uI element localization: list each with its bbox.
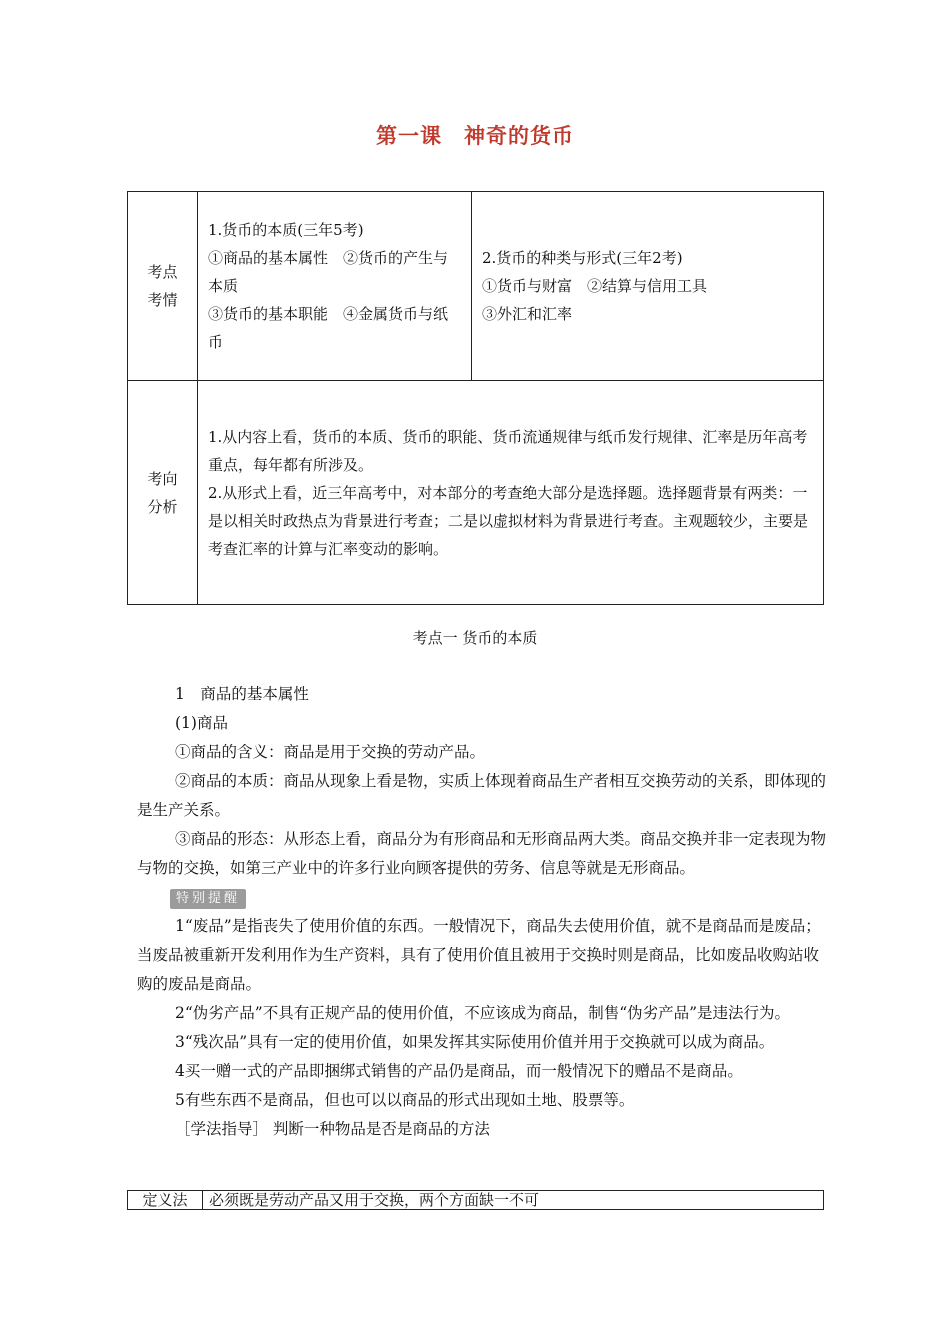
analysis-point-1: 1.从内容上看，货币的本质、货币的职能、货币流通规律与纸币发行规律、汇率是历年高考重点，每年都有所涉及。 (208, 427, 808, 474)
exam-point-2-item: ①货币与财富 ②结算与信用工具 (482, 277, 708, 295)
method-table (127, 1190, 824, 1210)
analysis-point-2: 2.从形式上看，近三年高考中，对本部分的考查绝大部分是选择题。选择题背景有两类：一是以相关时政热点为背景进行考查；二是以虚拟材料为背景进行考查。主观题较少，主要是考查汇率的计算与汇率变动的影响。 (208, 483, 809, 558)
subheading: (1)商品 (175, 714, 228, 732)
note-text: 4买一赠一式的产品即捆绑式销售的产品仍是商品，而一般情况下的赠品不是商品。 (175, 1062, 743, 1080)
method-text: 必须既是劳动产品又用于交换，两个方面缺一不可 (203, 1191, 824, 1210)
study-guide-heading: ［学法指导］ 判断一种物品是否是商品的方法 (175, 1120, 490, 1138)
paragraph-essence: ②商品的本质：商品从现象上看是物，实质上体现着商品生产者相互交换劳动的关系，即体现的是生产关系。 (137, 772, 827, 819)
exam-point-2-item: ③外汇和汇率 (482, 305, 573, 323)
lesson-title: 第一课 神奇的货币 (376, 124, 574, 148)
row-label-text: 考点 考情 (147, 263, 178, 309)
note-text: 1“废品”是指丧失了使用价值的东西。一般情况下，商品失去使用价值，就不是商品而是废品；当废品被重新开发利用作为生产资料，具有了使用价值且被用于交换时则是商品，比如废品收购站收购的废品是商品。 (137, 917, 821, 993)
exam-point-1-heading: 1.货币的本质(三年5考) (208, 221, 364, 239)
note-text: 5有些东西不是商品，但也可以以商品的形式出现如土地、股票等。 (175, 1091, 635, 1109)
note-text: 3“残次品”具有一定的使用价值，如果发挥其实际使用价值并用于交换就可以成为商品。 (175, 1033, 775, 1051)
row-label-analysis (128, 381, 198, 605)
note-text: 2“伪劣产品”不具有正规产品的使用价值，不应该成为商品，制售“伪劣产品”是违法行为。 (175, 1004, 791, 1022)
note-item (137, 1057, 827, 1086)
paragraph-definition: ①商品的含义：商品是用于交换的劳动产品。 (175, 743, 486, 761)
exam-point-1-item: ①商品的基本属性 ②货币的产生与本质 (208, 249, 449, 295)
note-item (137, 999, 827, 1028)
row-label-exam-info (128, 192, 198, 381)
lesson-body (137, 680, 827, 1144)
note-item (137, 912, 827, 999)
analysis-cell (198, 381, 824, 605)
section-heading: 1 商品的基本属性 (175, 685, 309, 703)
exam-overview-table (127, 191, 824, 605)
method-label: 定义法 (128, 1191, 203, 1210)
paragraph-form: ③商品的形态：从形态上看，商品分为有形商品和无形商品两大类。商品交换并非一定表现为物与物的交换，如第三产业中的许多行业向顾客提供的劳务、信息等就是无形商品。 (137, 830, 827, 877)
section-title: 考点一 货币的本质 (412, 629, 538, 647)
note-item (137, 1086, 827, 1115)
row-label-text: 考向 分析 (147, 469, 178, 516)
exam-point-2-cell (472, 192, 824, 381)
exam-point-1-item: ③货币的基本职能 ④金属货币与纸币 (208, 305, 449, 351)
note-item (137, 1028, 827, 1057)
exam-point-1-cell (198, 192, 472, 381)
special-reminder-badge: 特别提醒 (170, 889, 246, 909)
exam-point-2-heading: 2.货币的种类与形式(三年2考) (482, 249, 683, 267)
